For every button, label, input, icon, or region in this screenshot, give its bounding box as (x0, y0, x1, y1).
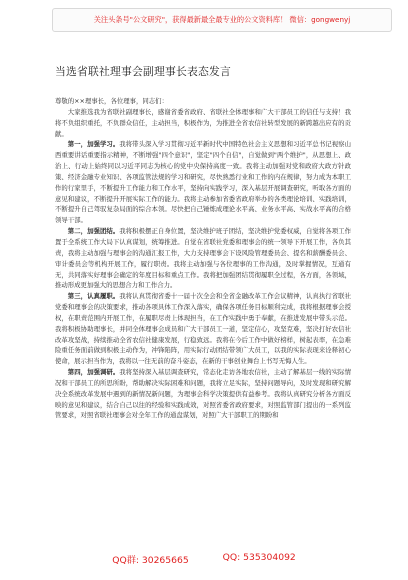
document-title: 当选省联社理事会副理事长表态发言 (55, 65, 231, 78)
paragraph-lead: 第三，认真履职。 (67, 292, 120, 301)
paragraph-intro (55, 107, 351, 140)
footer-contact (0, 552, 408, 570)
paragraph-duty (55, 291, 351, 367)
banner-text: 关注头条号"公文研究"，获得最新最全最专业的公文资料库！ 微信：gongwenyj (93, 15, 351, 24)
paragraph-study (55, 139, 351, 226)
paragraph-unity (55, 226, 351, 291)
paragraph-lead: 第一，加强学习。 (67, 140, 120, 149)
paragraph-lead: 第四，加强调研。 (67, 368, 120, 377)
footer-qq: QQ: 535304092 (222, 552, 296, 563)
paragraph-text: 我将积极摆正自身位置，坚决维护班子团结，坚决维护党委权威，自觉将各项工作置于全系统工作大局下认真谋划，统筹推进。自觉在省联社党委和理事会的统一领导下开展工作，各负其责，我将主动加强与理事会的沟通汇报工作，大力支持理事会下设风险管理委员会、提名和薪酬委员会、审计委员会等机构开展工作，履行职责。我将主动加强与各位理事的工作沟通，及时掌握情况，互通有无，共同落实好理事会确定的年度目标和重点工作。我将把加强团结贯彻履职全过程，各方面，各领域，推动形成更加强大的思想合力和工作合力。 (55, 227, 351, 290)
paragraph-text: 我将带头深入学习贯彻习近平新时代中国特色社会主义思想和习近平总书记视察山西重要讲话重要指示精神，不断增强"四个意识"，坚定"四个自信"，自觉做到"两个维护"，从思想上、政治上、行动上始终同以习近平同志为核心的党中央保持高度一致。我将主动加强对党和政府大政方针政策、经济金融专业知识、各项监管法规的学习和研究，尽快熟悉行业和工作的内在规律，努力成为本职工作的行家里手，不断提升工作能力和工作水平，坚持向实践学习，深入基层开展调查研究，听取各方面的意见和建议，不断提升开展实际工作的能力。我将主动参加省委省政府举办的各类理论培训、实践培训，不断提升自己驾驭复杂局面的综合本领。尽快把自己锤炼成理论水平高、业务水平高、实战水平高的合格领导干部。 (55, 140, 351, 225)
salutation: 尊敬的××理事长，各位理事，同志们： (55, 97, 168, 105)
document-body (55, 96, 351, 526)
paragraph-text: 我将坚持深入基层调查研究，常态化走访各地农信社，主动了解基层一线的实际情况和干部员工的所思所盼，帮助解决实际困难和问题，我将立足实际，坚持问题导向，及时发现和研究解决全系统改革发展中遇到的新情况新问题，为理事会科学决策提供有益参考。我将认真研究分析各方面反映的意见和建议，结合自己以往的经验和实践成效，对照省委省政府要求，对照监管部门提出的一系列监管要求，对照省联社理事会对全年工作的通盘谋划，对照广大干部职工的期盼和 (55, 368, 351, 420)
paragraph-research (55, 367, 351, 421)
footer-qq-group: QQ群: 30265665 (112, 555, 189, 566)
paragraph-text: 我将认真贯彻省委十一届十次全会和全省金融改革工作会议精神，认真执行省联社党委和理事会的决策要求，推动各项具体工作深入落实，确保各项任务目标顺利完成，我将根据理事会授权，在职责范围内开展工作，在履职尽责上体现担当，在工作实践中勇于奉献，在推进发展中带头示范。我将积极协助理事长，并同全体理事会成员和广大干部员工一道，坚定信心，攻坚克难，坚决打好农信社改革攻坚战，持续推动全省农信社健康发展，行稳致远。我将在今后工作中做好榜样，树起表率，在急难险重任务面前做到积极主动作为，冲锋陷阵，用实际行动团结带领广大员工，以我的实际表现来诠释初心使命，展示担当作为，我将以一往无前的奋斗姿态，在新的干事创业舞台上书写无悔人生。 (55, 292, 351, 366)
paragraph-text: 大家推选我为省联社副理事长，感谢省委省政府、省联社全体理事和广大干部员工的信任与支持！我将不负组织重托，不负群众信任，主动担当，积极作为，为推进全省农信社转型发展的新跨越出应有的贡献。 (55, 107, 351, 138)
top-banner (52, 8, 392, 32)
paragraph-lead: 第二，加强团结。 (67, 227, 120, 236)
